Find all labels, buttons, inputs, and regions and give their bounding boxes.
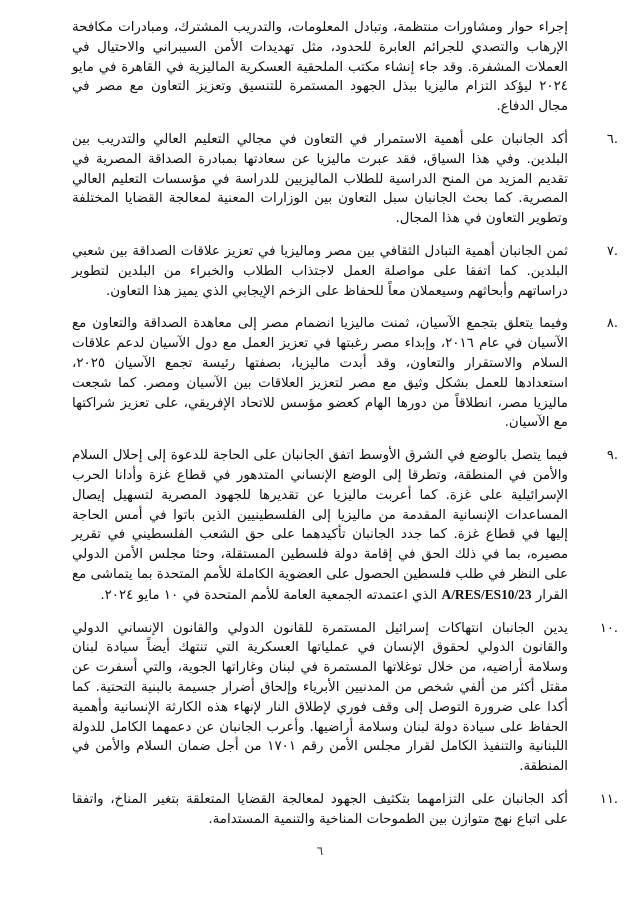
paragraph-number: ٧. — [606, 243, 618, 259]
paragraph-text: ثمن الجانبان أهمية التبادل الثقافي بين مصر وماليزيا في تعزيز علاقات الصداقة بين شعبي البلدين. كما اتفقا على مواصلة العمل لاجتذاب الطلاب والخبراء من البلدين لتطوير دراساتهم وأبحاثهم وسيعملان معاً للحفاظ على الزخم الإيجابي الذي يميز هذا التعاون. — [72, 243, 568, 299]
paragraph-8 — [72, 314, 618, 433]
paragraph-text: وفيما يتعلق بتجمع الآسيان، ثمنت ماليزيا انضمام مصر إلى معاهدة الصداقة والتعاون مع الآسيان في عام ٢٠١٦، وإبداء مصر رغبتها في تعزيز العمل مع دول الآسيان لدعم علاقات السلام والاستقرار والتعاون، وقد أبدت ماليزيا، بصفتها رئيسة تجمع الآسيان ٢٠٢٥، استعدادها للعمل بشكل وثيق مع مصر لتعزيز العلاقات بين الآسيان ومصر. كما شجعت ماليزيا مصر، انطلاقاً من دورها الهام كعضو مؤسس للاتحاد الإفريقي، على تعزيز شراكتها مع الآسيان. — [72, 316, 568, 431]
resolution-reference: A/RES/ES10/23 — [441, 586, 532, 602]
paragraph-number: ٨. — [606, 316, 618, 332]
paragraph-number: ٦. — [606, 131, 618, 147]
page-number: ٦ — [316, 844, 324, 858]
paragraph-text: أكد الجانبان على التزامهما بتكثيف الجهود لمعالجة القضايا المتعلقة بتغير المناخ، واتفقا على اتباع نهج متوازن بين الطموحات المناخية والتنمية المستدامة. — [72, 791, 568, 827]
paragraph-10 — [72, 619, 618, 777]
paragraph-6 — [72, 130, 618, 229]
paragraph-number: ١٠. — [599, 620, 618, 636]
paragraph-text: فيما يتصل بالوضع في الشرق الأوسط اتفق الجانبان على الحاجة للدعوة إلى إحلال السلام والأمن في المنطقة، وتطرقا إلى الوضع الإنساني المتدهور في قطاع غزة وأدانا الحرب الإسرائيلية على غزة. كما أعربت ماليزيا عن تقديرها للجهود المصرية لتسهيل إيصال المساعدات الإنسانية المقدمة من ماليزيا إلى الفلسطينيين الذين باتوا في أمس الحاجة إليها في قطاع غزة. كما جدد الجانبان تأكيدهما على حق الشعب الفلسطيني في تقرير مصيره، بما في ذلك الحق في إقامة دولة فلسطين المستقلة، وحثا مجلس الأمن الدولي على النظر في طلب فلسطين الحصول على العضوية الكاملة للأمم المتحدة بما يتماشى مع القرار — [72, 448, 568, 603]
paragraph-text: يدين الجانبان انتهاكات إسرائيل المستمرة للقانون الدولي والقانون الإنساني الدولي والقانون الدولي لحقوق الإنسان في عملياتها العسكرية التي تنتهك أيضاً سيادة لبنان وسلامة أراضيه، من خلال توغلاتها المستمرة في لبنان وغاراتها الجوية، والتي أسفرت عن مقتل أكثر من ألفي شخص من المدنيين الأبرياء وإلحاق أضرار جسيمة بالبنية التحتية. كما أكدا على ضرورة التوصل إلى وقف فوري لإطلاق النار لإنهاء هذه الكارثة الإنسانية وأهمية الحفاظ على سيادة دولة لبنان وسلامة أراضيها. وأعرب الجانبان عن دعمهما الكامل للدولة اللبنانية والتنفيذ الكامل لقرار مجلس الأمن رقم ١٧٠١ من أجل ضمان السلام والأمن في المنطقة. — [72, 620, 568, 775]
paragraph-5-continuation: إجراء حوار ومشاورات منتظمة، وتبادل المعلومات، والتدريب المشترك، ومبادرات مكافحة الإرهاب والتصدي للجرائم العابرة للحدود، مثل تهديدات الأمن السيبراني والاحتيال في العملات المشفرة. وقد جاء إنشاء مكتب الملحقية العسكرية الماليزية في القاهرة في مايو ٢٠٢٤ ليؤكد التزام ماليزيا ببذل الجهود المستمرة للتنسيق وتعزيز التعاون مع مصر في مجال الدفاع. — [72, 20, 568, 115]
paragraph-7 — [72, 242, 618, 301]
paragraph-text: أكد الجانبان على أهمية الاستمرار في التعاون في مجالي التعليم العالي والتدريب بين البلدين. وفي هذا السياق، فقد عبرت ماليزيا عن سعادتها بمبادرة الصداقة المصرية في تقديم المزيد من المنح الدراسية للطلاب الماليزيين للدراسة في مؤسسات التعليم العالي المصرية. كما بحث الجانبان سبل التعاون بين الوزارات المعنية لمعالجة القضايا المختلفة وتطوير التعاون في هذا المجال. — [72, 131, 568, 227]
paragraph-11 — [72, 790, 618, 830]
paragraph-text-continued: الذي اعتمدته الجمعية العامة للأمم المتحدة في ١٠ مايو ٢٠٢٤. — [100, 587, 438, 603]
paragraph-9 — [72, 446, 618, 605]
paragraph-number: ١١. — [599, 791, 618, 807]
paragraph-number: ٩. — [606, 448, 618, 464]
